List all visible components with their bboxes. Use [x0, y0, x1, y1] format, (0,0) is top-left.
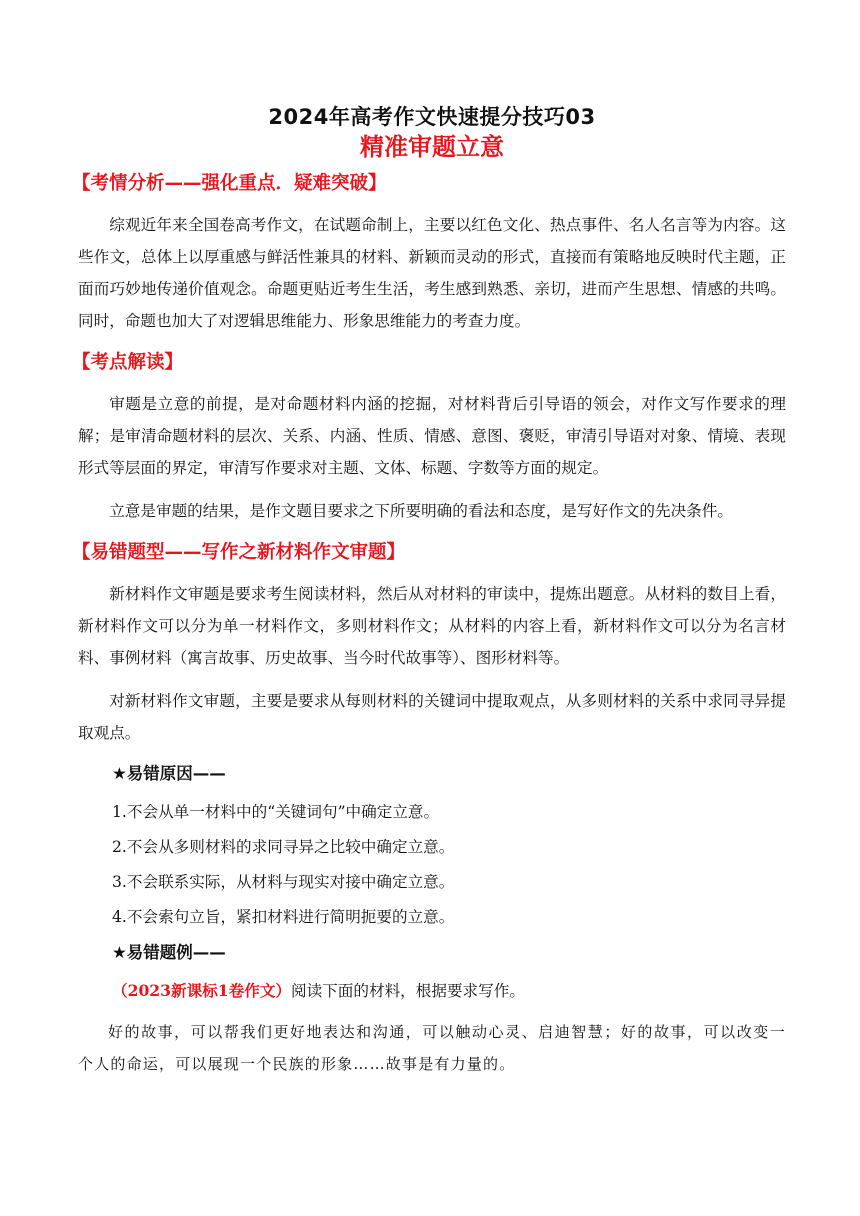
- example-material: 好的故事，可以帮我们更好地表达和沟通，可以触动心灵、启迪智慧；好的故事，可以改变一个人的命运，可以展现一个民族的形象……故事是有力量的。: [78, 1023, 786, 1073]
- example-intro: [112, 978, 786, 1004]
- reason-item-1: 1.不会从单一材料中的“关键词句”中确定立意。: [112, 803, 440, 821]
- interpretation-paragraph-2: 立意是审题的结果，是作文题目要求之下所要明确的看法和态度，是写好作文的先决条件。: [109, 502, 733, 520]
- section-heading-error-type: 【易错题型——写作之新材料作文审题】: [72, 542, 406, 563]
- error-type-paragraph-1: 新材料作文审题是要求考生阅读材料，然后从对材料的审读中，提炼出题意。从材料的数目上看，新材料作文可以分为单一材料作文，多则材料作文；从材料的内容上看，新材料作文可以分为名言材料、事例材料（寓言故事、历史故事、当今时代故事等）、图形材料等。: [78, 585, 786, 667]
- analysis-paragraph: 综观近年来全国卷高考作文，在试题命制上，主要以红色文化、热点事件、名人名言等为内容。这些作文，总体上以厚重感与鲜活性兼具的材料、新颖而灵动的形式，直接而有策略地反映时代主题，正面而巧妙地传递价值观念。命题更贴近考生生活，考生感到熟悉、亲切，进而产生思想、情感的共鸣。同时，命题也加大了对逻辑思维能力、形象思维能力的考查力度。: [78, 216, 786, 330]
- document-page: [72, 103, 786, 1080]
- section-heading-interpretation: 【考点解读】: [72, 352, 184, 373]
- reason-item-4: 4.不会索句立旨，紧扣材料进行简明扼要的立意。: [112, 908, 455, 926]
- reason-item-2: 2.不会从多则材料的求同寻异之比较中确定立意。: [112, 838, 455, 856]
- reason-item-3: 3.不会联系实际，从材料与现实对接中确定立意。: [112, 873, 455, 891]
- reasons-heading: ★易错原因——: [112, 764, 226, 783]
- example-instruction: 阅读下面的材料，根据要求写作。: [291, 982, 525, 1000]
- interpretation-paragraph-1: 审题是立意的前提，是对命题材料内涵的挖掘，对材料背后引导语的领会，对作文写作要求的理解；是审清命题材料的层次、关系、内涵、性质、情感、意图、褒贬，审清引导语对对象、情境、表现形式等层面的界定，审清写作要求对主题、文体、标题、字数等方面的规定。: [78, 395, 786, 477]
- error-type-paragraph-2: 对新材料作文审题，主要是要求从每则材料的关键词中提取观点，从多则材料的关系中求同寻异提取观点。: [78, 692, 786, 742]
- example-source: （2023新课标1卷作文）: [112, 981, 292, 1000]
- section-heading-analysis: 【考情分析——强化重点．疑难突破】: [72, 173, 387, 194]
- document-title: 2024年高考作文快速提分技巧03: [268, 105, 596, 129]
- document-subtitle: 精准审题立意: [360, 133, 504, 161]
- examples-heading: ★易错题例——: [112, 943, 226, 962]
